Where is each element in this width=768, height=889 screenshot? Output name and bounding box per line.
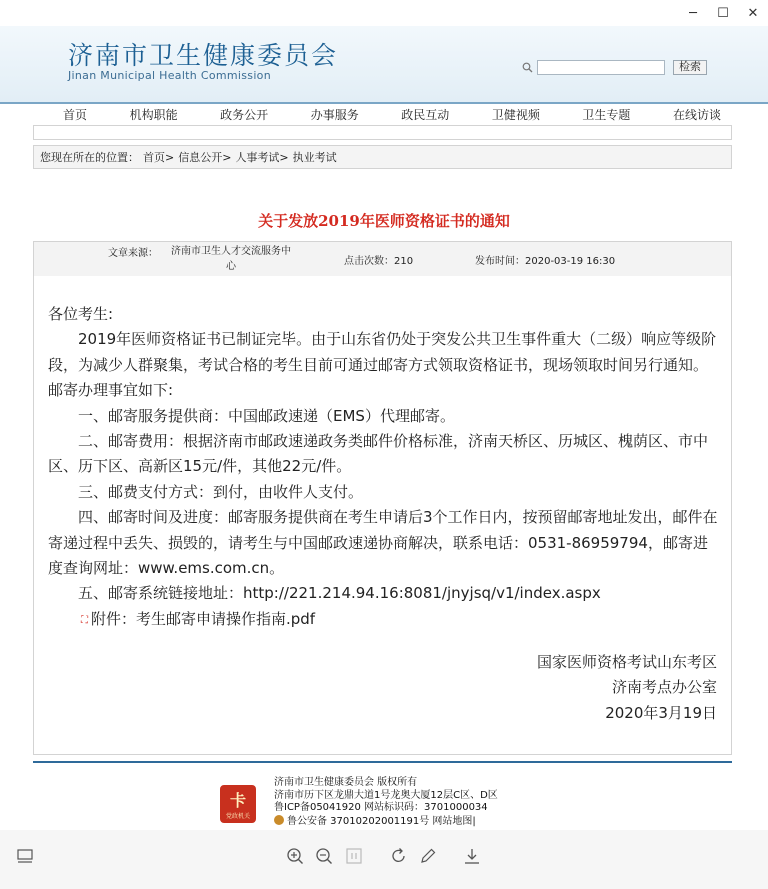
breadcrumb xyxy=(33,145,732,169)
attachment[interactable] xyxy=(48,607,718,632)
zoom-in-icon[interactable] xyxy=(286,847,304,869)
footer-divider xyxy=(33,761,732,763)
nav-item-home[interactable]: 首页 xyxy=(63,107,88,122)
site-header xyxy=(0,26,768,104)
article-meta xyxy=(34,242,731,276)
breadcrumb-current[interactable]: 执业考试 xyxy=(292,151,337,164)
footer-icp[interactable]: 鲁ICP备05041920 网站标识码：3701000034 xyxy=(274,802,488,813)
nav-item-video[interactable]: 卫健视频 xyxy=(491,107,540,122)
nav-item-functions[interactable]: 机构职能 xyxy=(129,107,178,122)
nav-item-interviews[interactable]: 在线访谈 xyxy=(672,107,721,122)
site-name-en: Jinan Municipal Health Commission xyxy=(68,69,271,82)
fit-page-icon[interactable] xyxy=(345,847,363,869)
sub-nav-strip xyxy=(33,125,732,140)
paragraph-payment: 三、邮费支付方式：到付，由收件人支付。 xyxy=(78,482,364,501)
minimize-button[interactable]: ─ xyxy=(689,5,697,21)
signature-office: 济南考点办公室 xyxy=(611,678,717,697)
party-government-emblem[interactable] xyxy=(220,785,256,823)
signature-org: 国家医师资格考试山东考区 xyxy=(536,653,717,671)
nav-item-topics[interactable]: 卫生专题 xyxy=(582,107,631,122)
police-badge-icon xyxy=(274,815,284,825)
window-controls xyxy=(678,0,768,26)
paragraph-link[interactable]: 五、邮寄系统链接地址：http://221.214.94.16:8081/jnyjsq/v1/index.aspx xyxy=(78,584,601,603)
signature xyxy=(537,650,717,726)
source-value: 济南市卫生人才交流服务中心 xyxy=(171,246,291,272)
nav-item-services[interactable]: 办事服务 xyxy=(310,107,359,122)
article-body xyxy=(48,302,718,632)
maximize-button[interactable]: ☐ xyxy=(717,5,729,21)
search-area xyxy=(522,60,707,75)
source-label: 文章来源： xyxy=(108,248,158,259)
sidebar-toggle-icon[interactable] xyxy=(16,847,34,869)
main-nav xyxy=(33,104,733,124)
footer-police[interactable] xyxy=(274,815,498,829)
article-title: 关于发放2019年医师资格证书的通知 xyxy=(258,212,510,230)
footer-info xyxy=(274,777,498,828)
search-button[interactable]: 检索 xyxy=(673,60,707,75)
article-box xyxy=(33,241,732,755)
zoom-out-icon[interactable] xyxy=(315,847,333,869)
footer-copyright: 济南市卫生健康委员会 版权所有 xyxy=(274,777,418,788)
annotate-pen-icon[interactable] xyxy=(419,847,437,869)
publish-date: 发布时间：2020-03-19 16:30 xyxy=(475,256,616,267)
greeting: 各位考生: xyxy=(48,305,114,323)
rotate-icon[interactable] xyxy=(390,847,408,869)
paragraph-intro: 2019年医师资格证书已制证完毕。由于山东省仍处于突发公共卫生事件重大（二级）响应等级阶段，为减少人群聚集，考试合格的考生目前可通过邮寄方式领取资格证书，现场领取时间另行通知。邮寄办理事宜如下: xyxy=(48,330,717,400)
nav-item-interaction[interactable]: 政民互动 xyxy=(401,107,450,122)
paragraph-fee: 二、邮寄费用：根据济南市邮政速递政务类邮件价格标准，济南天桥区、历城区、槐荫区、市中区、历下区、高新区15元/件，其他22元/件。 xyxy=(48,432,709,476)
footer-police-text[interactable]: 鲁公安备 37010202001191号 网站地图| xyxy=(287,815,476,827)
search-icon xyxy=(522,62,534,74)
paragraph-schedule: 四、邮寄时间及进度：邮寄服务提供商在考生申请后3个工作日内，按预留邮寄地址发出，邮件在寄递过程中丢失、损毁的，请考生与中国邮政速递协商解决，联系电话：0531-86959794，邮寄进度查询网址：www.ems.com.cn。 xyxy=(48,508,718,578)
attachment-link[interactable]: 附件：考生邮寄申请操作指南.pdf xyxy=(91,609,316,628)
footer-address: 济南市历下区龙鼎大道1号龙奥大厦12层C区、D区 xyxy=(274,789,498,801)
search-input[interactable] xyxy=(537,60,665,75)
paragraph-provider: 一、邮寄服务提供商：中国邮政速递（EMS）代理邮寄。 xyxy=(78,406,455,425)
emblem-caption: 党政机关 xyxy=(225,813,250,820)
site-name-cn[interactable]: 济南市卫生健康委员会 xyxy=(68,41,339,70)
breadcrumb-prefix: 您现在所在的位置： xyxy=(40,151,139,164)
breadcrumb-exams[interactable]: 人事考试> xyxy=(235,151,289,164)
nav-item-public-affairs[interactable]: 政务公开 xyxy=(220,107,269,122)
click-count: 点击次数：210 xyxy=(344,256,414,267)
emblem-char: 卡 xyxy=(229,791,246,810)
breadcrumb-home[interactable]: 首页> xyxy=(143,151,175,164)
breadcrumb-info[interactable]: 信息公开> xyxy=(178,151,232,164)
pdf-icon: ⛶ xyxy=(81,614,88,626)
signature-date: 2020年3月19日 xyxy=(605,703,717,722)
pdf-toolbar xyxy=(0,830,768,889)
download-icon[interactable] xyxy=(463,847,481,869)
close-button[interactable]: ✕ xyxy=(747,5,759,21)
